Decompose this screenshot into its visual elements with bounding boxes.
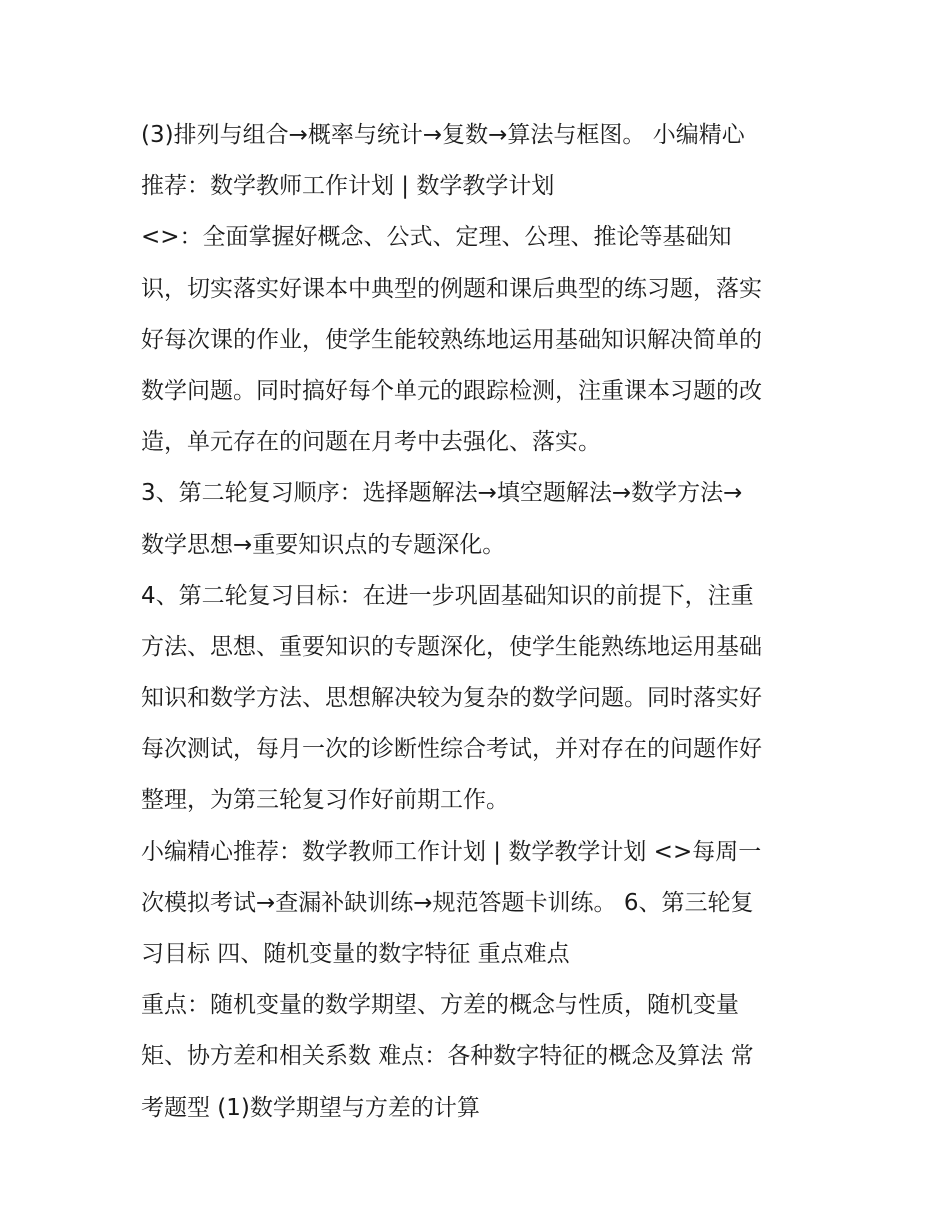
text-line: 3、第二轮复习顺序：选择题解法→填空题解法→数学方法→ [141, 480, 743, 507]
text-line: 数学思想→重要知识点的专题深化。 [141, 531, 506, 558]
text-line: 重点：随机变量的数学期望、方差的概念与性质，随机变量 [141, 992, 739, 1019]
text-line: 矩、协方差和相关系数 难点：各种数字特征的概念及算法 常 [141, 1043, 754, 1070]
text-line: 知识和数学方法、思想解决较为复杂的数学问题。同时落实好 [141, 685, 762, 712]
text-line: 好每次课的作业，使学生能较熟练地运用基础知识解决简单的 [141, 326, 762, 353]
text-line: 小编精心推荐：数学教师工作计划 | 数学教学计划 <>每周一 [141, 838, 762, 865]
text-line: 造，单元存在的问题在月考中去强化、落实。 [141, 429, 601, 456]
text-line: (3)排列与组合→概率与统计→复数→算法与框图。 小编精心 [141, 122, 745, 148]
text-line: 4、第二轮复习目标：在进一步巩固基础知识的前提下，注重 [141, 582, 754, 609]
text-line: 识，切实落实好课本中典型的例题和课后典型的练习题，落实 [141, 275, 762, 302]
text-line: 考题型 (1)数学期望与方差的计算 [141, 1094, 480, 1121]
text-line: 整理，为第三轮复习作好前期工作。 [141, 787, 509, 814]
text-line: 每次测试，每月一次的诊断性综合考试，并对存在的问题作好 [141, 736, 762, 763]
text-line: 数学问题。同时搞好每个单元的跟踪检测，注重课本习题的改 [141, 377, 762, 404]
document-body [141, 110, 821, 1134]
text-line: 推荐：数学教师工作计划 | 数学教学计划 [141, 173, 555, 200]
text-line: 次模拟考试→查漏补缺训练→规范答题卡训练。 6、第三轮复 [141, 889, 754, 916]
text-line: 习目标 四、随机变量的数字特征 重点难点 [141, 941, 570, 967]
text-line: <>：全面掌握好概念、公式、定理、公理、推论等基础知 [141, 224, 732, 251]
text-line: 方法、思想、重要知识的专题深化，使学生能熟练地运用基础 [141, 633, 762, 660]
